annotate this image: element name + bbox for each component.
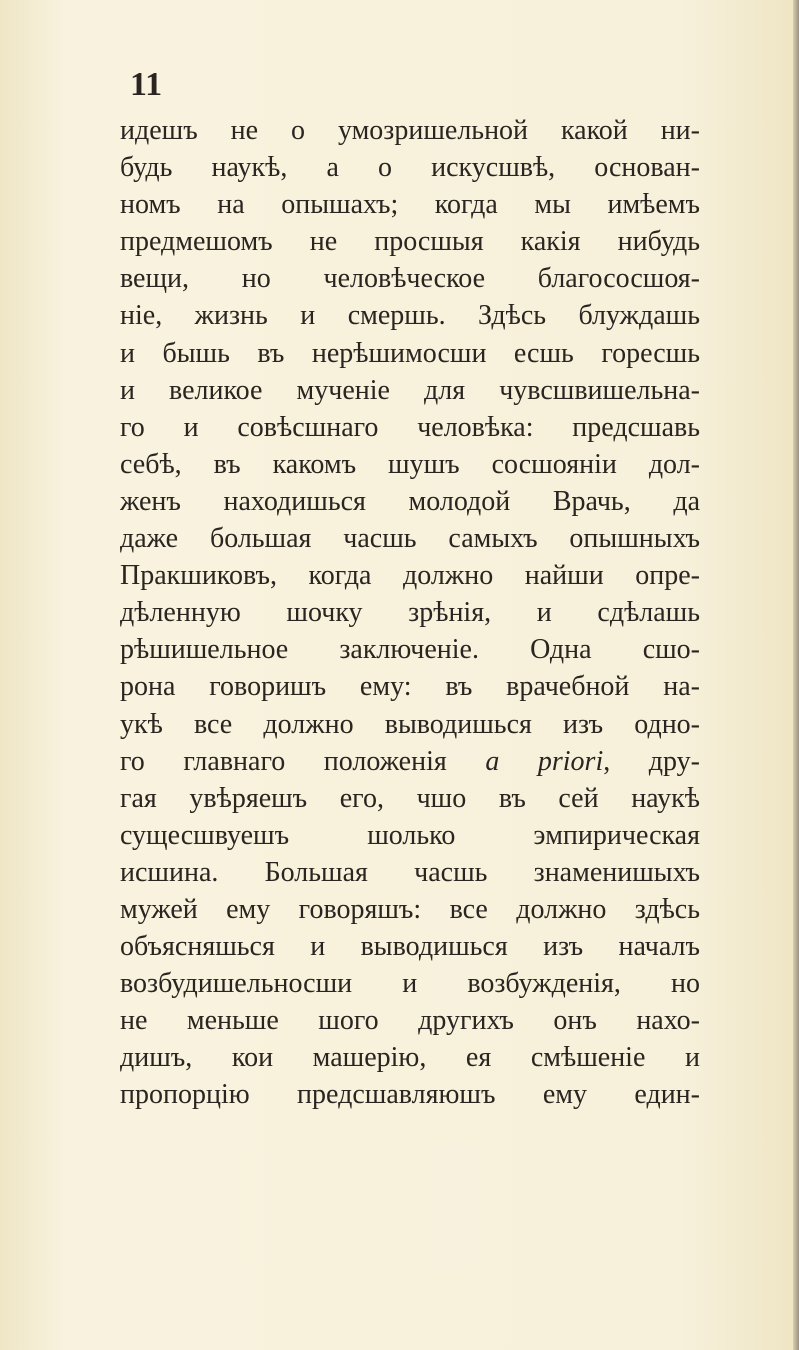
text-line: не меньше шого другихъ онъ нахо- — [120, 1005, 700, 1037]
text-line: ніе, жизнь и смершь. Здѣсь блуждашь — [120, 300, 700, 332]
text-line: будь наукѣ, а о искусшвѣ, основан- — [120, 152, 700, 184]
page-number: 11 — [130, 66, 163, 103]
body-text — [120, 112, 700, 1114]
text-line: Пракшиковъ, когда должно найши опре- — [120, 560, 700, 592]
text-line: вещи, но человѣческое благососшоя- — [120, 263, 700, 295]
text-line: дѣленную шочку зрѣнія, и сдѣлашь — [120, 597, 700, 629]
text-line: рѣшишельное заключеніе. Одна сшо- — [120, 634, 700, 666]
text-line: го главнаго положенія a priori, дру- — [120, 745, 700, 777]
text-line: го и совѣсшнаго человѣка: предсшавь — [120, 411, 700, 443]
text-line: номъ на опышахъ; когда мы имѣемъ — [120, 189, 700, 221]
text-line: женъ находишься молодой Врачь, да — [120, 485, 700, 517]
text-line: идешъ не о умозришельной какой ни- — [120, 115, 700, 146]
text-line: себѣ, въ какомъ шушъ сосшояніи дол- — [120, 448, 700, 480]
text-line: дишъ, кои машерію, ея смѣшеніе и — [120, 1042, 700, 1074]
text-line: и великое мученіе для чувсшвишельна- — [120, 374, 700, 406]
text-line: исшина. Большая часшь знаменишыхъ — [120, 856, 700, 888]
text-line: даже большая часшь самыхъ опышныхъ — [120, 523, 700, 555]
text-line: и бышь въ нерѣшимосши есшь горесшь — [120, 337, 700, 369]
page-edge — [793, 0, 799, 1350]
text-line: объясняшься и выводишься изъ началъ — [120, 931, 700, 963]
text-line: возбудишельносши и возбужденія, но — [120, 968, 700, 1000]
text-line: рона говоришъ ему: въ врачебной на- — [120, 671, 700, 703]
text-line: мужей ему говоряшъ: все должно здѣсь — [120, 893, 700, 925]
text-line: пропорцію предсшавляюшъ ему един- — [120, 1079, 700, 1111]
text-line: предмешомъ не просшыя какія нибудь — [120, 226, 700, 258]
text-line: гая увѣряешъ его, чшо въ сей наукѣ — [120, 782, 700, 814]
text-line: укѣ все должно выводишься изъ одно- — [120, 708, 700, 740]
text-line: сущесшвуешъ шолько эмпирическая — [120, 819, 700, 851]
